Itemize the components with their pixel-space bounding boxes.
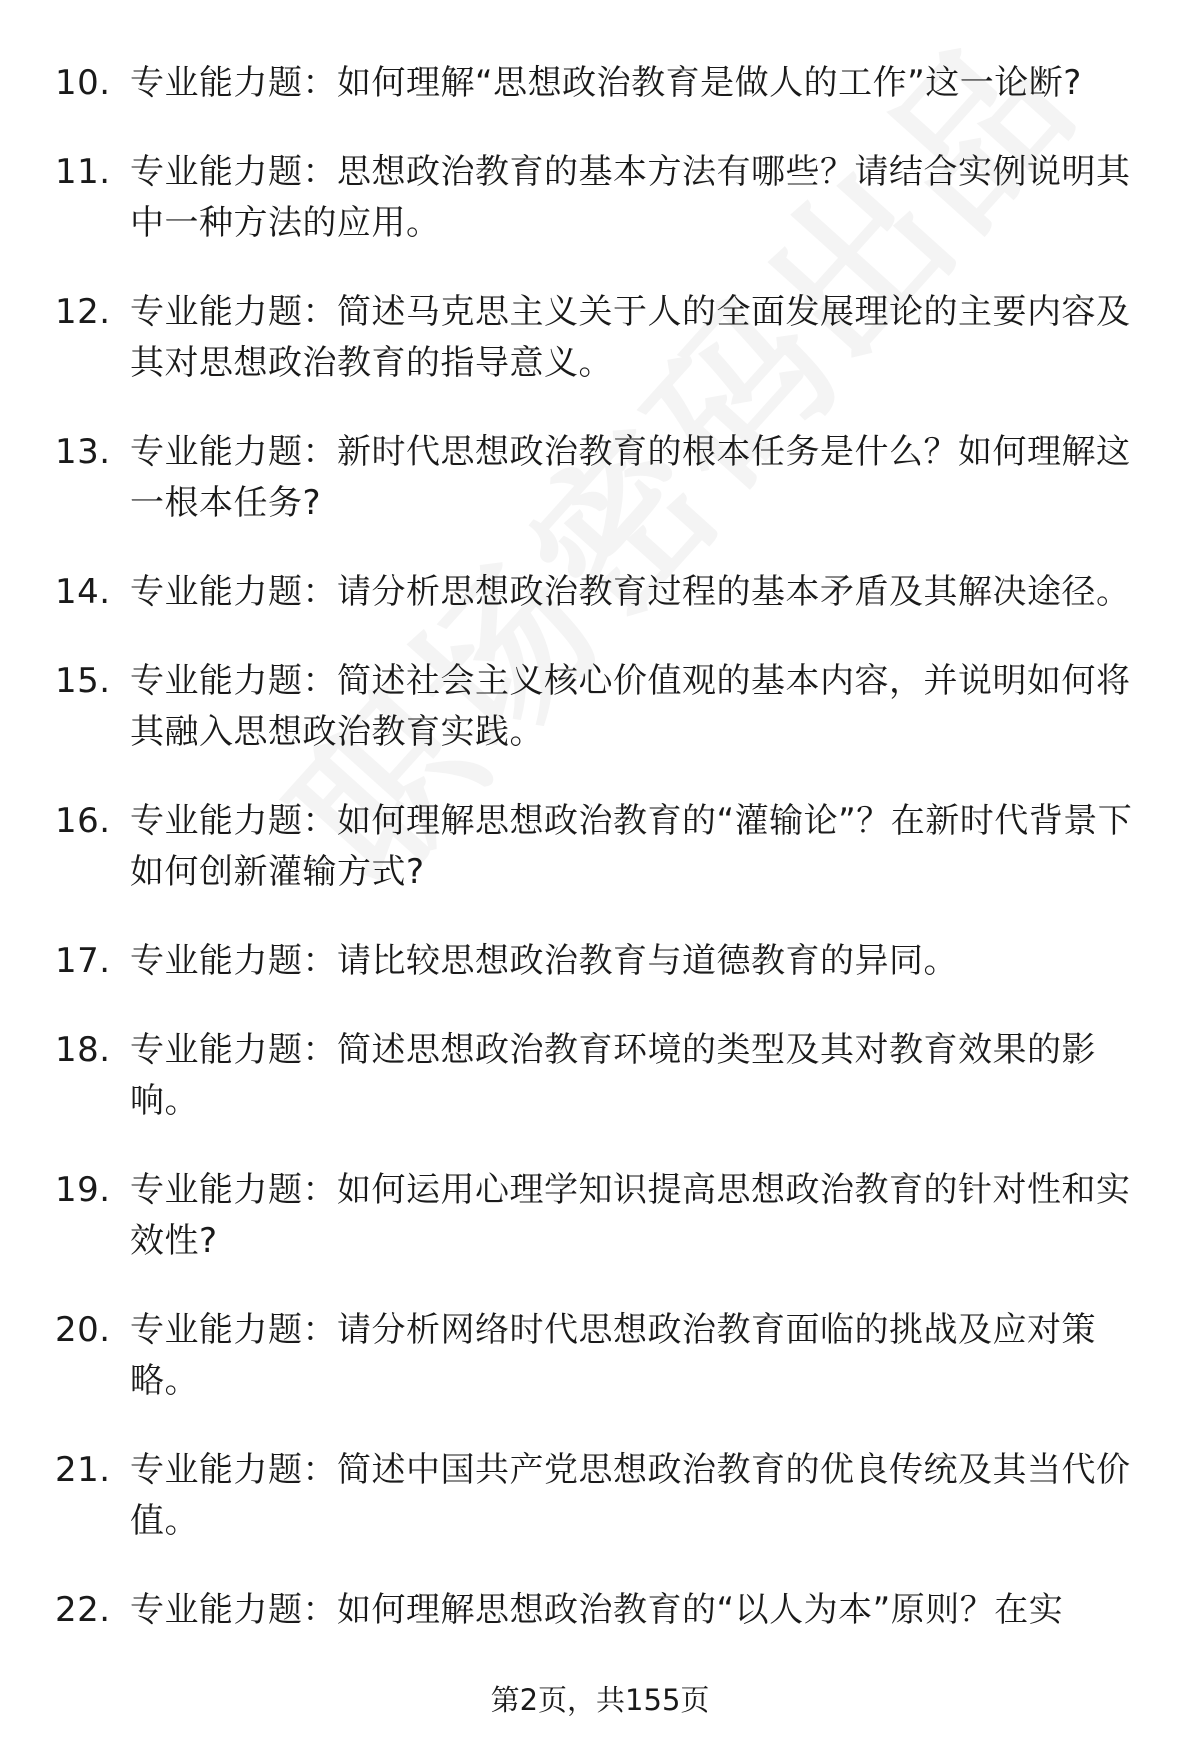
question-item: [55, 567, 1145, 618]
question-item: [55, 147, 1145, 249]
question-text: 专业能力题：如何理解思想政治教育的“灌输论”？在新时代背景下如何创新灌输方式?: [130, 801, 1133, 892]
question-text: 专业能力题：如何运用心理学知识提高思想政治教育的针对性和实效性?: [130, 1170, 1131, 1261]
question-number: 15.: [55, 661, 111, 701]
question-list: [55, 58, 1145, 1674]
question-number: 19.: [55, 1170, 111, 1210]
question-text: 专业能力题：简述思想政治教育环境的类型及其对教育效果的影响。: [130, 1030, 1096, 1121]
question-number: 21.: [55, 1450, 111, 1490]
question-item: [55, 656, 1145, 758]
question-item: [55, 427, 1145, 529]
question-item: [55, 1165, 1145, 1267]
question-text: 专业能力题：如何理解“思想政治教育是做人的工作”这一论断?: [130, 63, 1082, 103]
question-number: 13.: [55, 432, 111, 472]
question-text: 专业能力题：请分析网络时代思想政治教育面临的挑战及应对策略。: [130, 1310, 1096, 1401]
question-item: [55, 1305, 1145, 1407]
question-item: [55, 58, 1145, 109]
question-item: [55, 287, 1145, 389]
question-text: 专业能力题：简述马克思主义关于人的全面发展理论的主要内容及其对思想政治教育的指导意义。: [130, 292, 1131, 383]
question-number: 12.: [55, 292, 111, 332]
question-number: 16.: [55, 801, 111, 841]
question-item: [55, 1585, 1145, 1636]
question-item: [55, 1025, 1145, 1127]
question-text: 专业能力题：思想政治教育的基本方法有哪些？请结合实例说明其中一种方法的应用。: [130, 152, 1131, 243]
question-text: 专业能力题：如何理解思想政治教育的“以人为本”原则？在实: [130, 1590, 1064, 1630]
question-text: 专业能力题：请分析思想政治教育过程的基本矛盾及其解决途径。: [130, 572, 1131, 612]
question-number: 10.: [55, 63, 111, 103]
question-item: [55, 796, 1145, 898]
question-text: 专业能力题：请比较思想政治教育与道德教育的异同。: [130, 941, 958, 981]
question-number: 17.: [55, 941, 111, 981]
question-item: [55, 936, 1145, 987]
question-text: 专业能力题：新时代思想政治教育的根本任务是什么？如何理解这一根本任务?: [130, 432, 1131, 523]
question-number: 18.: [55, 1030, 111, 1070]
question-number: 20.: [55, 1310, 111, 1350]
page-footer: 第2页，共155页: [490, 1683, 710, 1717]
question-number: 14.: [55, 572, 111, 612]
question-number: 22.: [55, 1590, 111, 1630]
question-item: [55, 1445, 1145, 1547]
question-text: 专业能力题：简述社会主义核心价值观的基本内容，并说明如何将其融入思想政治教育实践。: [130, 661, 1131, 752]
question-text: 专业能力题：简述中国共产党思想政治教育的优良传统及其当代价值。: [130, 1450, 1131, 1541]
question-number: 11.: [55, 152, 111, 192]
